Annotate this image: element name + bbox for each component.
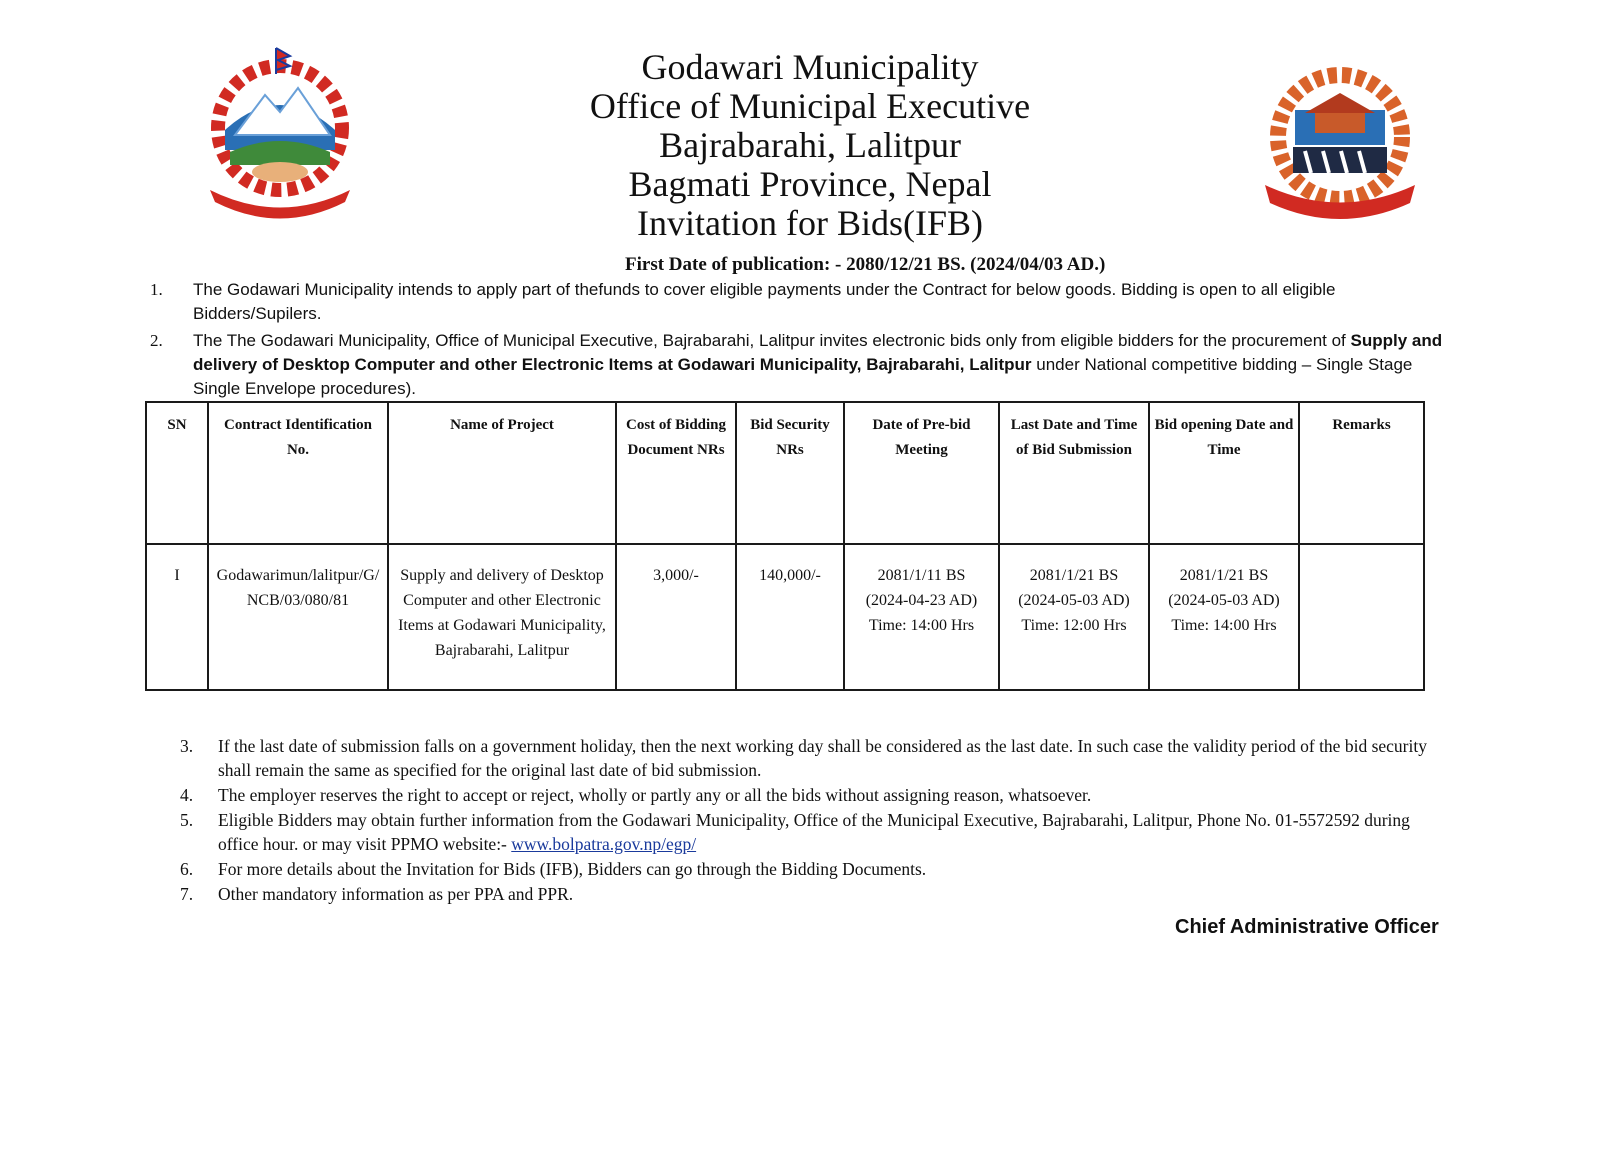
nepal-government-emblem-icon	[180, 40, 380, 220]
note-text: If the last date of submission falls on a government holiday, then the next working day shall be considered as the last date. In such case the validity period of the bid security shall remain the same as specified for the original last date of bid submission.	[218, 736, 1427, 780]
col-opening: Bid opening Date and Time	[1149, 402, 1299, 544]
prebid-bs-date: 2081/1/11 BS	[877, 567, 966, 584]
note-text-start: Eligible Bidders may obtain further information from the Godawari Municipality, Office of the Municipal Executive, Bajrabarahi, Lalitpur, Phone No. 01-5572592 during office hour. or may visit PPMO website:-	[218, 810, 1410, 854]
cell-opening	[1149, 544, 1299, 690]
note-item-4	[180, 783, 1450, 807]
prebid-ad-date: (2024-04-23 AD)	[865, 592, 978, 609]
last-bs-date: 2081/1/21 BS	[1029, 567, 1119, 584]
publication-date: First Date of publication: - 2080/12/21 BS. (2024/04/03 AD.)	[625, 254, 1106, 275]
opening-time: Time: 14:00 Hrs	[1171, 617, 1277, 634]
col-sn: SN	[146, 402, 208, 544]
col-cost: Cost of Bidding Document NRs	[616, 402, 736, 544]
intro-item-1	[150, 278, 1450, 326]
list-number: 5.	[180, 810, 194, 830]
cell-remarks	[1299, 544, 1424, 690]
procurement-subject: Supply and delivery of Desktop Computer and other Electronic Items at Godawari Municipality, Bajrabarahi, Lalitpur	[193, 331, 1443, 374]
col-remarks: Remarks	[1299, 402, 1424, 544]
note-text	[218, 808, 1450, 856]
province: Bagmati Province, Nepal	[628, 164, 992, 204]
letterhead	[560, 48, 1060, 243]
intro-text	[193, 329, 1450, 401]
col-security: Bid Security NRs	[736, 402, 844, 544]
document-title: Invitation for Bids(IFB)	[637, 203, 983, 243]
note-text: The employer reserves the right to accept or reject, wholly or partly any or all the bids without assigning reason, whatsoever.	[218, 785, 1092, 805]
notes-list	[180, 734, 1450, 907]
office-address: Bajrabarahi, Lalitpur	[659, 125, 961, 165]
intro-list	[150, 278, 1450, 404]
col-project: Name of Project	[388, 402, 616, 544]
note-text: For more details about the Invitation for Bids (IFB), Bidders can go through the Bidding Documents.	[218, 859, 927, 879]
cell-contract-id: Godawarimun/lalitpur/G/NCB/03/080/81	[208, 544, 388, 690]
opening-bs-date: 2081/1/21 BS	[1179, 567, 1269, 584]
intro-text-start: The The Godawari Municipality, Office of Municipal Executive, Bajrabarahi, Lalitpur invites electronic bids only from eligible bidders for the procurement of	[193, 331, 1351, 350]
prebid-time: Time: 14:00 Hrs	[868, 617, 975, 634]
col-contract-id: Contract Identification No.	[208, 402, 388, 544]
list-number: 7.	[180, 884, 194, 904]
note-item-5	[180, 808, 1450, 856]
table-row	[146, 544, 1424, 690]
table-header-row	[146, 402, 1424, 544]
last-time: Time: 12:00 Hrs	[1021, 617, 1127, 634]
bids-table	[145, 401, 1425, 691]
cell-security: 140,000/-	[736, 544, 844, 690]
signatory-title: Chief Administrative Officer	[1175, 916, 1439, 938]
note-item-3	[180, 734, 1450, 782]
note-item-6	[180, 857, 1450, 881]
cell-cost: 3,000/-	[616, 544, 736, 690]
godawari-municipality-logo-icon	[1245, 55, 1435, 220]
col-prebid: Date of Pre-bid Meeting	[844, 402, 999, 544]
cell-sn: I	[146, 544, 208, 690]
intro-item-2	[150, 329, 1450, 401]
ppmo-website-link[interactable]: www.bolpatra.gov.np/egp/	[511, 834, 697, 854]
list-number: 6.	[180, 859, 194, 879]
opening-ad-date: (2024-05-03 AD)	[1168, 592, 1280, 609]
note-item-7	[180, 882, 1450, 906]
cell-last-date	[999, 544, 1149, 690]
cell-prebid	[844, 544, 999, 690]
office-name: Office of Municipal Executive	[589, 86, 1031, 126]
list-number: 2.	[150, 331, 163, 350]
note-text: Other mandatory information as per PPA and PPR.	[218, 884, 574, 904]
col-last-date: Last Date and Time of Bid Submission	[999, 402, 1149, 544]
municipality-name: Godawari Municipality	[641, 47, 979, 87]
cell-project: Supply and delivery of Desktop Computer and other Electronic Items at Godawari Municipality, Bajrabarahi, Lalitpur	[388, 544, 616, 690]
list-number: 3.	[180, 736, 194, 756]
intro-text: The Godawari Municipality intends to apply part of thefunds to cover eligible payments under the Contract for below goods. Bidding is open to all eligible Bidders/Supilers.	[193, 280, 1336, 323]
last-ad-date: (2024-05-03 AD)	[1018, 592, 1130, 609]
list-number: 1.	[150, 280, 163, 299]
intro-text-end: under National competitive bidding – Single Stage Single Envelope procedures).	[193, 355, 1413, 398]
list-number: 4.	[180, 785, 194, 805]
